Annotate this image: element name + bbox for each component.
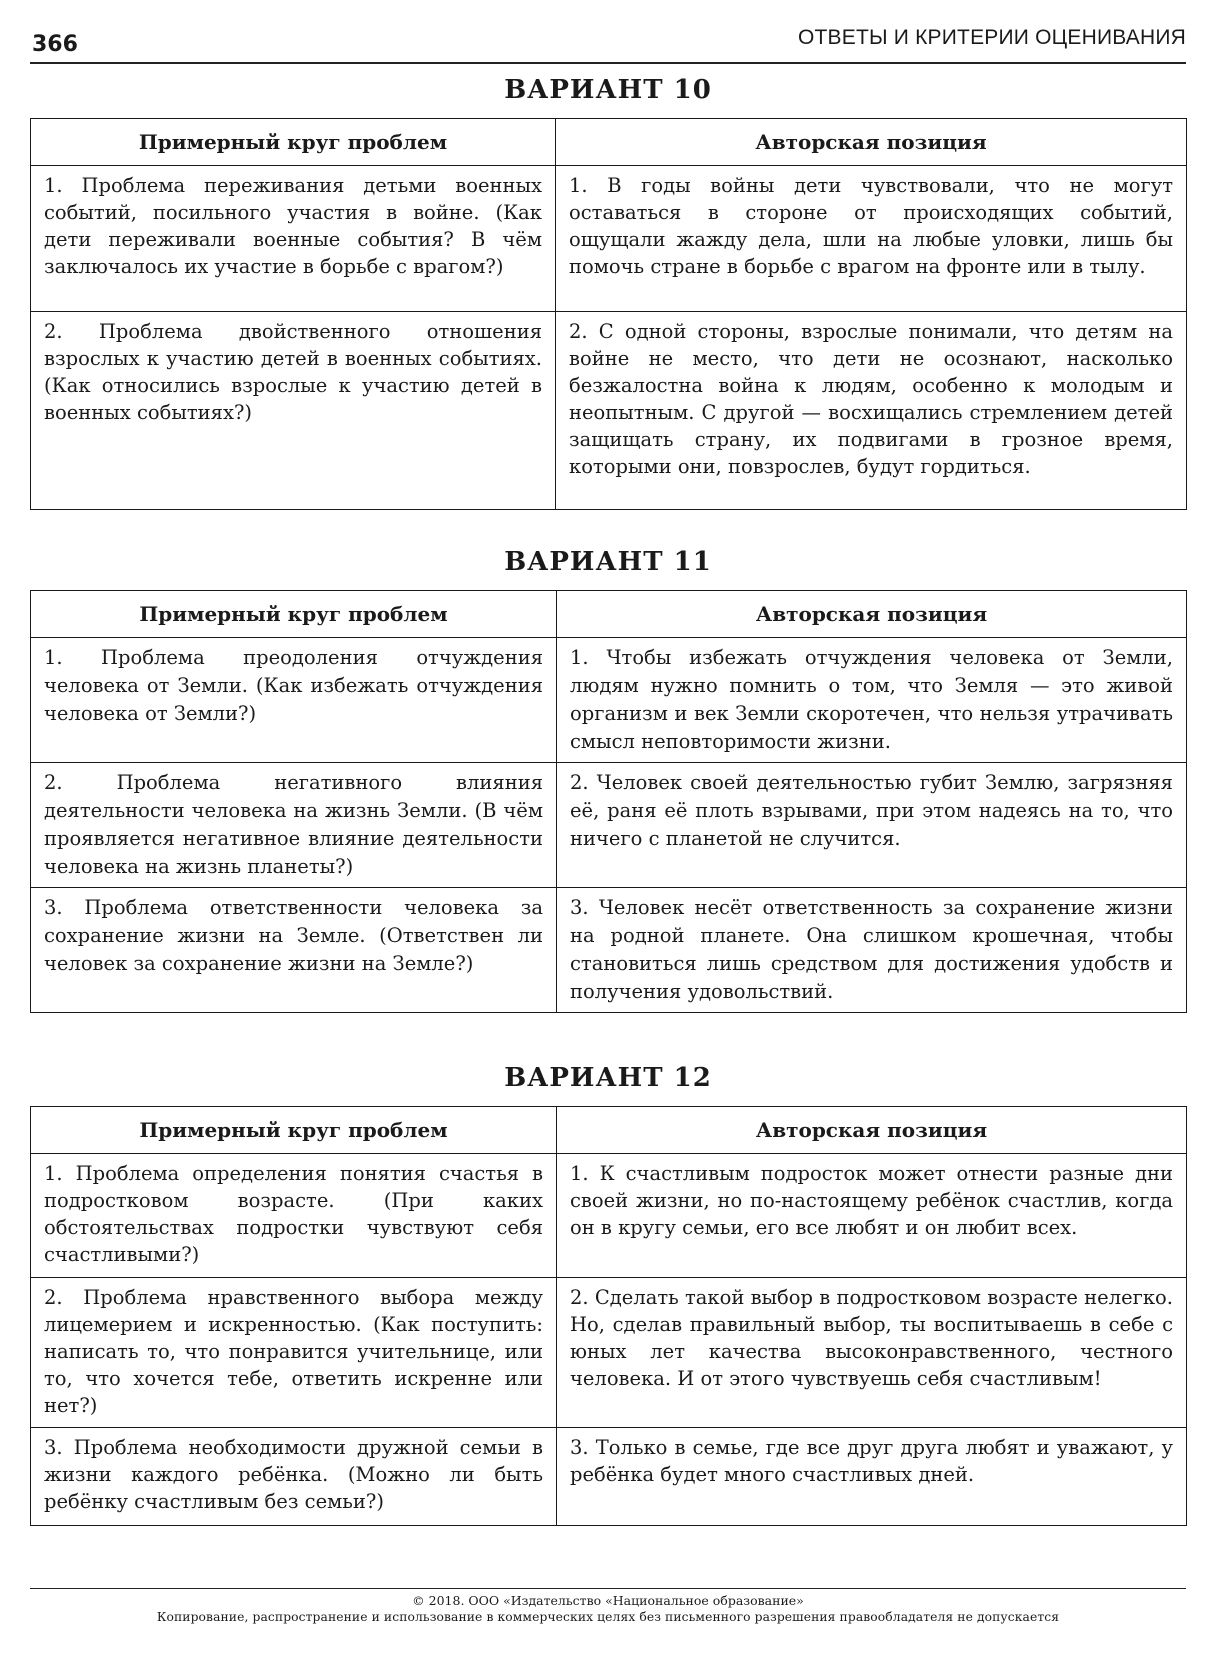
table-header-row xyxy=(31,119,1187,166)
answers-table xyxy=(30,118,1187,510)
problem-cell: 2. Проблема двойственного отношения взрослых к участию детей в военных событиях. (Как относились взрослые к участию детей в военных событиях?) xyxy=(31,312,556,510)
column-header-problems: Примерный круг проблем xyxy=(31,591,557,638)
table-row xyxy=(31,888,1187,1013)
problem-cell: 3. Проблема ответственности человека за сохранение жизни на Земле. (Ответствен ли человек за сохранение жизни на Земле?) xyxy=(31,888,557,1013)
position-cell: 2. Человек своей деятельностью губит Землю, загрязняя её, раня её плоть взрывами, при этом надеясь на то, что ничего с планетой не случится. xyxy=(557,763,1187,888)
variant-title: ВАРИАНТ 11 xyxy=(504,547,712,577)
variant-12-section xyxy=(30,1058,1186,1526)
copy-notice: Копирование, распространение и использование в коммерческих целях без письменного разрешения правообладателя не допускается xyxy=(156,1610,1060,1624)
column-header-problems: Примерный круг проблем xyxy=(31,119,556,166)
position-cell: 3. Человек несёт ответственность за сохранение жизни на родной планете. Она слишком крошечная, чтобы становиться лишь средством для достижения удобств и получения удовольствий. xyxy=(557,888,1187,1013)
position-cell: 3. Только в семье, где все друг друга любят и уважают, у ребёнка будет много счастливых дней. xyxy=(557,1428,1187,1526)
position-cell: 1. К счастливым подросток может отнести разные дни своей жизни, но по-настоящему ребёнок счастлив, когда он в кругу семьи, его все любят и он любит всех. xyxy=(557,1154,1187,1278)
table-row xyxy=(31,1154,1187,1278)
problem-cell: 1. Проблема определения понятия счастья в подростковом возрасте. (При каких обстоятельствах подростки чувствуют себя счастливыми?) xyxy=(31,1154,557,1278)
table-row xyxy=(31,763,1187,888)
column-header-position: Авторская позиция xyxy=(556,119,1187,166)
problem-cell: 2. Проблема нравственного выбора между лицемерием и искренностью. (Как поступить: написать то, что понравится учительнице, или то, что хочется тебе, ответить искренне или нет?) xyxy=(31,1278,557,1428)
variant-title: ВАРИАНТ 10 xyxy=(504,75,712,105)
page-number: 366 xyxy=(32,32,78,57)
variant-11-section xyxy=(30,542,1186,1013)
column-header-problems: Примерный круг проблем xyxy=(31,1107,557,1154)
position-cell: 2. С одной стороны, взрослые понимали, что детям на войне не место, что дети не осознают, насколько безжалостна война к людям, особенно к молодым и неопытным. С другой — восхищались стремлением детей защищать страну, их подвигами в грозное время, которыми они, повзрослев, будут гордиться. xyxy=(556,312,1187,510)
problem-cell: 3. Проблема необходимости дружной семьи в жизни каждого ребёнка. (Можно ли быть ребёнку счастливым без семьи?) xyxy=(31,1428,557,1526)
table-row xyxy=(31,1278,1187,1428)
problem-cell: 2. Проблема негативного влияния деятельности человека на жизнь Земли. (В чём проявляется негативное влияние деятельности человека на жизнь планеты?) xyxy=(31,763,557,888)
answers-table xyxy=(30,590,1187,1013)
copyright-line: © 2018. ООО «Издательство «Национальное образование» xyxy=(412,1593,804,1608)
page-header xyxy=(30,22,1186,64)
table-row xyxy=(31,312,1187,510)
position-cell: 1. Чтобы избежать отчуждения человека от Земли, людям нужно помнить о том, что Земля — это живой организм и век Земли скоротечен, что нельзя утрачивать смысл неповторимости жизни. xyxy=(557,638,1187,763)
table-row xyxy=(31,1428,1187,1526)
problem-cell: 1. Проблема переживания детьми военных событий, посильного участия в войне. (Как дети переживали военные события? В чём заключалось их участие в борьбе с врагом?) xyxy=(31,166,556,312)
problem-cell: 1. Проблема преодоления отчуждения человека от Земли. (Как избежать отчуждения человека от Земли?) xyxy=(31,638,557,763)
variant-title: ВАРИАНТ 12 xyxy=(504,1063,712,1093)
page-footer xyxy=(30,1588,1186,1625)
column-header-position: Авторская позиция xyxy=(557,591,1187,638)
running-title: ОТВЕТЫ И КРИТЕРИИ ОЦЕНИВАНИЯ xyxy=(797,26,1186,49)
column-header-position: Авторская позиция xyxy=(557,1107,1187,1154)
position-cell: 2. Сделать такой выбор в подростковом возрасте нелегко. Но, сделав правильный выбор, ты воспитываешь в себе с юных лет качества высоконравственного, честного человека. И от этого чувствуешь себя счастливым! xyxy=(557,1278,1187,1428)
table-header-row xyxy=(31,1107,1187,1154)
answers-table xyxy=(30,1106,1187,1526)
variant-10-section xyxy=(30,70,1186,510)
table-header-row xyxy=(31,591,1187,638)
table-row xyxy=(31,638,1187,763)
table-row xyxy=(31,166,1187,312)
position-cell: 1. В годы войны дети чувствовали, что не могут оставаться в стороне от происходящих событий, ощущали жажду дела, шли на любые уловки, лишь бы помочь стране в борьбе с врагом на фронте или в тылу. xyxy=(556,166,1187,312)
